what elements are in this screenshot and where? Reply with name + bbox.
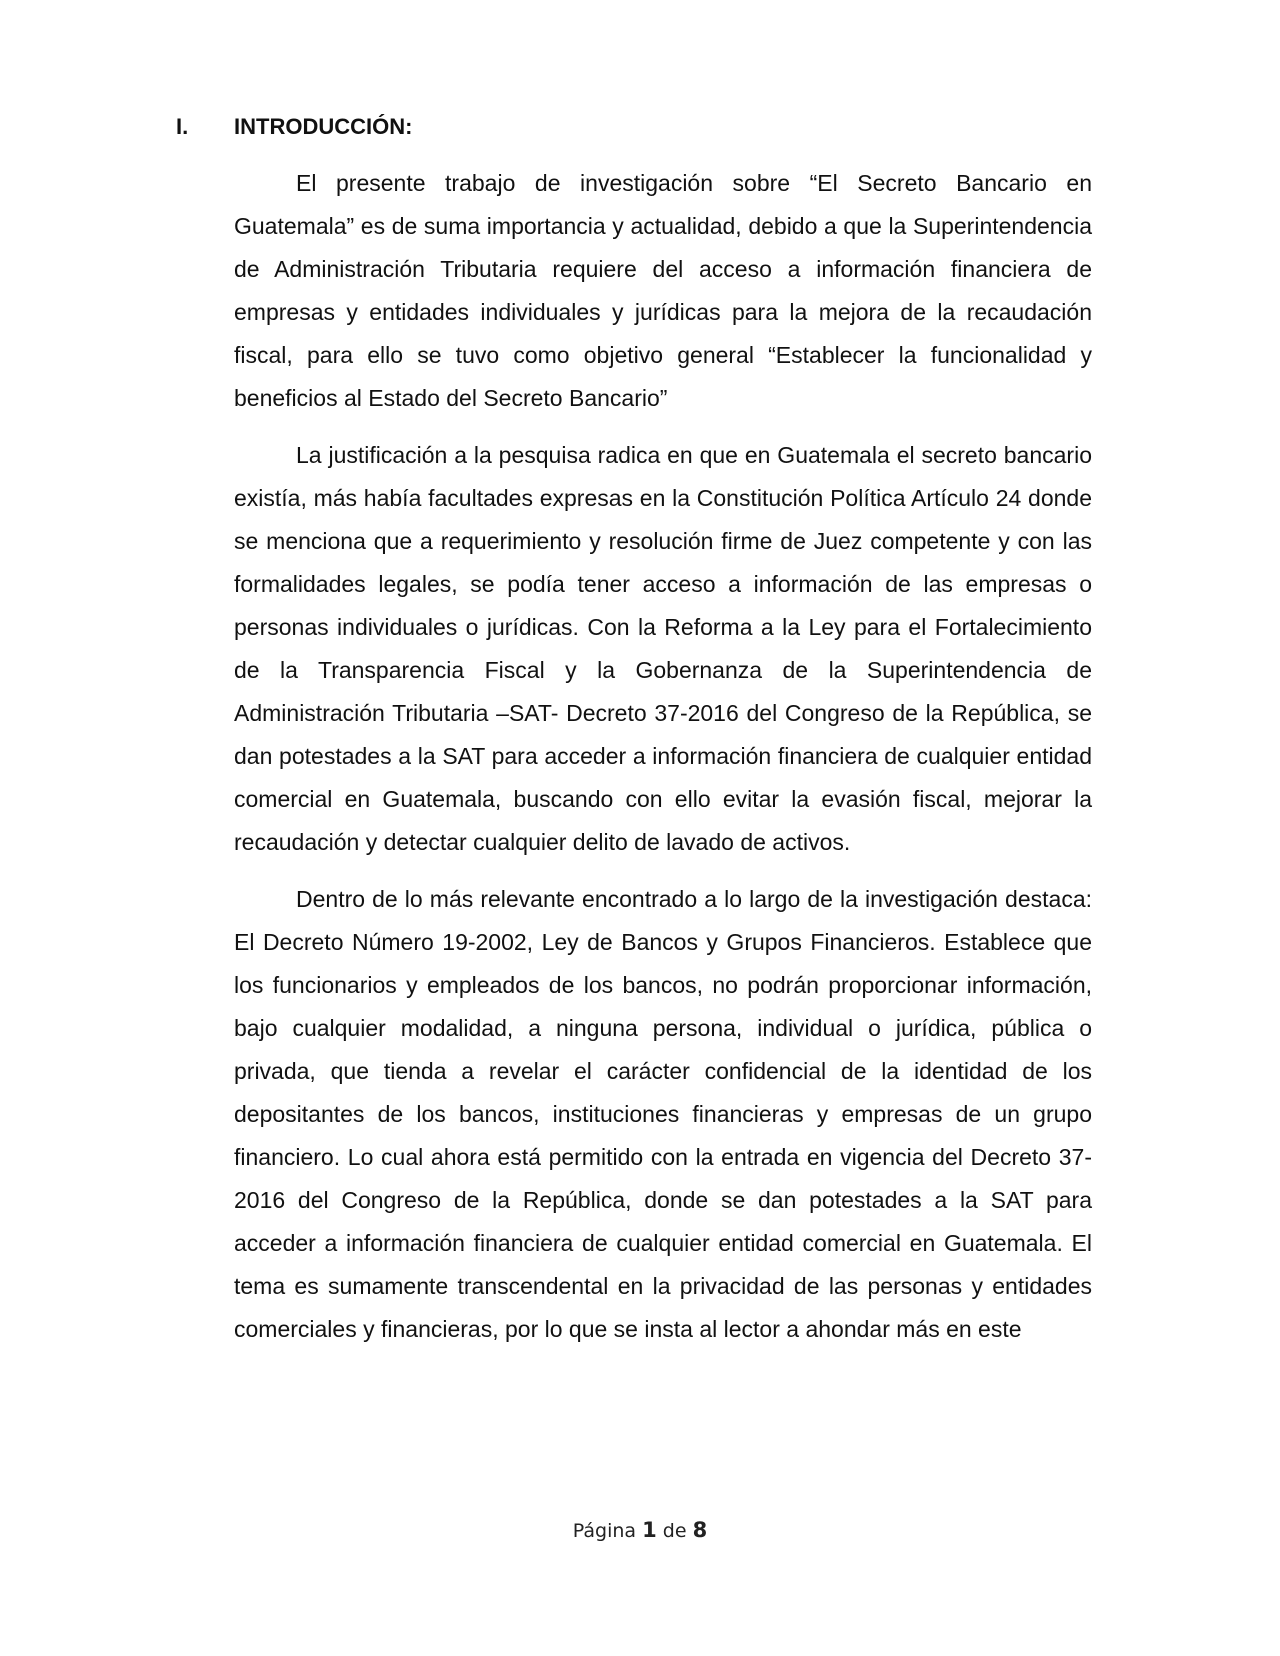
footer-current-page: 1 [642,1518,657,1542]
footer-page-word: Página [572,1520,637,1542]
section-title: INTRODUCCIÓN: [234,114,413,139]
paragraph-1: El presente trabajo de investigación sobre “El Secreto Bancario en Guatemala” es de suma importancia y actualidad, debido a que la Superintendencia de Administración Tributaria requiere del acceso a información financiera de empresas y entidades individuales y jurídicas para la mejora de la recaudación fiscal, para ello se tuvo como objetivo general “Establecer la funcionalidad y beneficios al Estado del Secreto Bancario” [234,170,1092,411]
paragraph-3: Dentro de lo más relevante encontrado a lo largo de la investigación destaca: El Decreto Número 19-2002, Ley de Bancos y Grupos Financieros. Establece que los funcionarios y empleados de los bancos, no podrán proporcionar información, bajo cualquier modalidad, a ninguna persona, individual o jurídica, pública o privada, que tienda a revelar el carácter confidencial de la identidad de los depositantes de los bancos, instituciones financieras y empresas de un grupo financiero. Lo cual ahora está permitido con la entrada en vigencia del Decreto 37-2016 del Congreso de la República, donde se dan potestades a la SAT para acceder a información financiera de cualquier entidad comercial en Guatemala. El tema es sumamente transcendental en la privacidad de las personas y entidades comerciales y financieras, por lo que se insta al lector a ahondar más en este [234,886,1092,1342]
footer-total-pages: 8 [692,1518,708,1542]
section-heading [176,112,412,142]
footer-of-word: de [662,1520,687,1542]
paragraph-2: La justificación a la pesquisa radica en que en Guatemala el secreto bancario existía, más había facultades expresas en la Constitución Política Artículo 24 donde se menciona que a requerimiento y resolución firme de Juez competente y con las formalidades legales, se podía tener acceso a información de las empresas o personas individuales o jurídicas. Con la Reforma a la Ley para el Fortalecimiento de la Transparencia Fiscal y la Gobernanza de la Superintendencia de Administración Tributaria –SAT- Decreto 37-2016 del Congreso de la República, se dan potestades a la SAT para acceder a información financiera de cualquier entidad comercial en Guatemala, buscando con ello evitar la evasión fiscal, mejorar la recaudación y detectar cualquier delito de lavado de activos. [234,442,1092,855]
page-footer [0,1515,1280,1546]
body-text [234,162,1092,1365]
section-number: I. [176,114,189,139]
